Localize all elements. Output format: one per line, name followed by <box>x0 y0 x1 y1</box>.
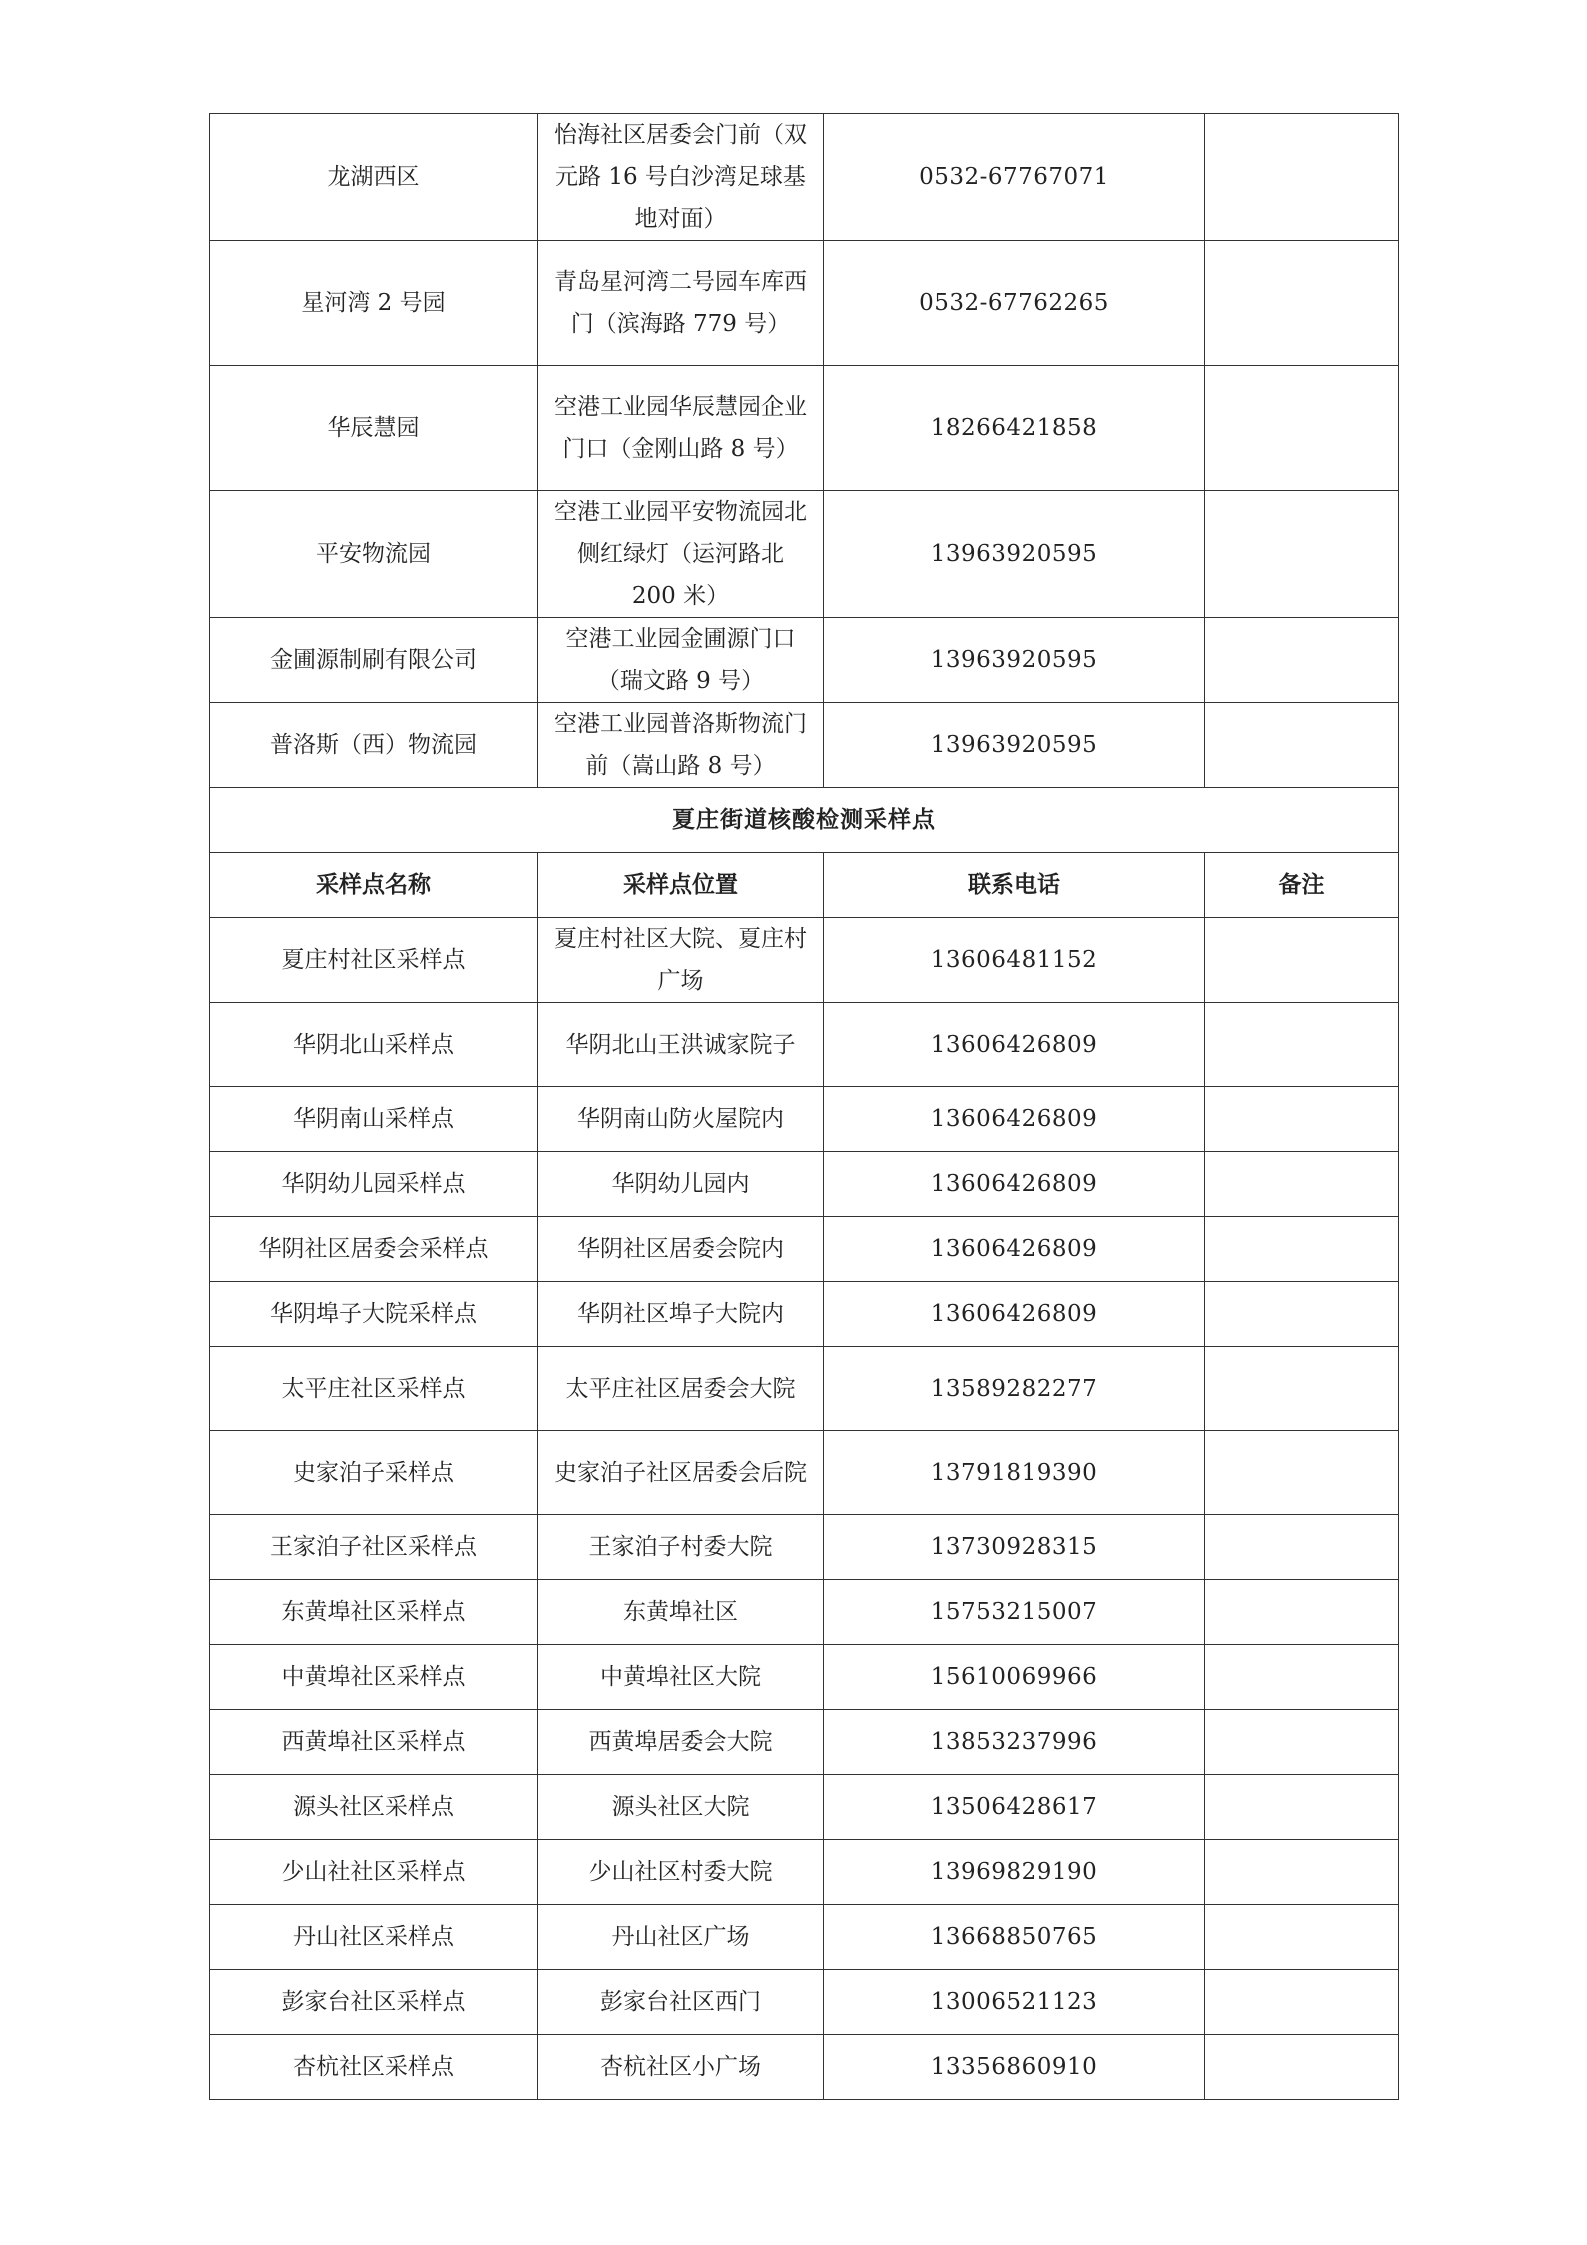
site-name-cell: 王家泊子社区采样点 <box>210 1515 538 1580</box>
site-name-cell: 西黄埠社区采样点 <box>210 1710 538 1775</box>
header-location: 采样点位置 <box>538 853 824 918</box>
site-location-cell: 空港工业园金圃源门口（瑞文路 9 号） <box>538 618 824 703</box>
site-phone-cell: 15753215007 <box>824 1580 1205 1645</box>
site-note-cell <box>1205 618 1399 703</box>
site-note-cell <box>1205 1515 1399 1580</box>
site-name-cell: 华辰慧园 <box>210 366 538 491</box>
table-row <box>210 1580 1399 1645</box>
site-phone-cell: 15610069966 <box>824 1645 1205 1710</box>
site-location-cell: 华阴北山王洪诚家院子 <box>538 1003 824 1087</box>
site-phone-cell: 13589282277 <box>824 1347 1205 1431</box>
site-location-cell: 夏庄村社区大院、夏庄村广场 <box>538 918 824 1003</box>
site-note-cell <box>1205 1282 1399 1347</box>
site-phone-cell: 18266421858 <box>824 366 1205 491</box>
section-block <box>210 788 1399 918</box>
site-name-cell: 东黄埠社区采样点 <box>210 1580 538 1645</box>
table-row <box>210 703 1399 788</box>
site-note-cell <box>1205 1217 1399 1282</box>
site-note-cell <box>1205 2035 1399 2100</box>
site-location-cell: 怡海社区居委会门前（双元路 16 号白沙湾足球基地对面） <box>538 114 824 241</box>
site-location-cell: 青岛星河湾二号园车库西门（滨海路 779 号） <box>538 241 824 366</box>
site-phone-cell: 13606426809 <box>824 1087 1205 1152</box>
top-rows <box>210 114 1399 788</box>
site-name-cell: 彭家台社区采样点 <box>210 1970 538 2035</box>
site-location-cell: 华阴社区居委会院内 <box>538 1217 824 1282</box>
site-name-cell: 龙湖西区 <box>210 114 538 241</box>
site-location-cell: 华阴南山防火屋院内 <box>538 1087 824 1152</box>
table-row <box>210 918 1399 1003</box>
site-location-cell: 丹山社区广场 <box>538 1905 824 1970</box>
site-note-cell <box>1205 1431 1399 1515</box>
table-row <box>210 1905 1399 1970</box>
site-phone-cell: 13606426809 <box>824 1282 1205 1347</box>
site-name-cell: 太平庄社区采样点 <box>210 1347 538 1431</box>
table-row <box>210 1282 1399 1347</box>
site-phone-cell: 13730928315 <box>824 1515 1205 1580</box>
header-name: 采样点名称 <box>210 853 538 918</box>
site-note-cell <box>1205 1840 1399 1905</box>
site-phone-cell: 13668850765 <box>824 1905 1205 1970</box>
site-name-cell: 杏杭社区采样点 <box>210 2035 538 2100</box>
site-note-cell <box>1205 1710 1399 1775</box>
site-phone-cell: 13606426809 <box>824 1152 1205 1217</box>
header-note: 备注 <box>1205 853 1399 918</box>
site-phone-cell: 0532-67767071 <box>824 114 1205 241</box>
site-phone-cell: 13606481152 <box>824 918 1205 1003</box>
site-note-cell <box>1205 1970 1399 2035</box>
table-row <box>210 1645 1399 1710</box>
sampling-rows <box>210 918 1399 2100</box>
site-note-cell <box>1205 491 1399 618</box>
site-phone-cell: 13853237996 <box>824 1710 1205 1775</box>
table-row <box>210 1775 1399 1840</box>
table-row <box>210 366 1399 491</box>
site-name-cell: 华阴北山采样点 <box>210 1003 538 1087</box>
site-location-cell: 王家泊子村委大院 <box>538 1515 824 1580</box>
table-row <box>210 1710 1399 1775</box>
site-note-cell <box>1205 241 1399 366</box>
table-row <box>210 1970 1399 2035</box>
table-row <box>210 1347 1399 1431</box>
site-note-cell <box>1205 703 1399 788</box>
site-name-cell: 金圃源制刷有限公司 <box>210 618 538 703</box>
table-row <box>210 1431 1399 1515</box>
site-phone-cell: 13356860910 <box>824 2035 1205 2100</box>
site-name-cell: 华阴幼儿园采样点 <box>210 1152 538 1217</box>
site-name-cell: 华阴南山采样点 <box>210 1087 538 1152</box>
table-row <box>210 114 1399 241</box>
site-name-cell: 中黄埠社区采样点 <box>210 1645 538 1710</box>
site-location-cell: 中黄埠社区大院 <box>538 1645 824 1710</box>
site-location-cell: 史家泊子社区居委会后院 <box>538 1431 824 1515</box>
site-phone-cell: 0532-67762265 <box>824 241 1205 366</box>
table-row <box>210 1840 1399 1905</box>
site-phone-cell: 13963920595 <box>824 703 1205 788</box>
section-title: 夏庄街道核酸检测采样点 <box>210 788 1399 853</box>
site-name-cell: 丹山社区采样点 <box>210 1905 538 1970</box>
site-note-cell <box>1205 1905 1399 1970</box>
table-row <box>210 241 1399 366</box>
site-phone-cell: 13006521123 <box>824 1970 1205 2035</box>
site-location-cell: 彭家台社区西门 <box>538 1970 824 2035</box>
site-phone-cell: 13606426809 <box>824 1217 1205 1282</box>
site-name-cell: 源头社区采样点 <box>210 1775 538 1840</box>
site-phone-cell: 13969829190 <box>824 1840 1205 1905</box>
site-note-cell <box>1205 1775 1399 1840</box>
site-name-cell: 少山社社区采样点 <box>210 1840 538 1905</box>
site-location-cell: 空港工业园华辰慧园企业门口（金刚山路 8 号） <box>538 366 824 491</box>
site-name-cell: 普洛斯（西）物流园 <box>210 703 538 788</box>
site-phone-cell: 13791819390 <box>824 1431 1205 1515</box>
site-phone-cell: 13506428617 <box>824 1775 1205 1840</box>
site-name-cell: 夏庄村社区采样点 <box>210 918 538 1003</box>
site-note-cell <box>1205 1087 1399 1152</box>
site-note-cell <box>1205 918 1399 1003</box>
site-note-cell <box>1205 1347 1399 1431</box>
site-location-cell: 少山社区村委大院 <box>538 1840 824 1905</box>
site-note-cell <box>1205 1152 1399 1217</box>
site-location-cell: 东黄埠社区 <box>538 1580 824 1645</box>
table-row <box>210 2035 1399 2100</box>
site-location-cell: 杏杭社区小广场 <box>538 2035 824 2100</box>
header-phone: 联系电话 <box>824 853 1205 918</box>
table-row <box>210 1003 1399 1087</box>
site-name-cell: 星河湾 2 号园 <box>210 241 538 366</box>
site-note-cell <box>1205 1645 1399 1710</box>
site-name-cell: 平安物流园 <box>210 491 538 618</box>
site-phone-cell: 13963920595 <box>824 618 1205 703</box>
site-note-cell <box>1205 1580 1399 1645</box>
site-location-cell: 太平庄社区居委会大院 <box>538 1347 824 1431</box>
site-location-cell: 空港工业园普洛斯物流门前（嵩山路 8 号） <box>538 703 824 788</box>
site-location-cell: 华阴社区埠子大院内 <box>538 1282 824 1347</box>
header-row <box>210 853 1399 918</box>
site-name-cell: 史家泊子采样点 <box>210 1431 538 1515</box>
sampling-points-table <box>209 113 1399 2100</box>
table-row <box>210 1515 1399 1580</box>
site-location-cell: 华阴幼儿园内 <box>538 1152 824 1217</box>
table-row <box>210 491 1399 618</box>
site-location-cell: 西黄埠居委会大院 <box>538 1710 824 1775</box>
site-phone-cell: 13606426809 <box>824 1003 1205 1087</box>
site-phone-cell: 13963920595 <box>824 491 1205 618</box>
table-row <box>210 1152 1399 1217</box>
site-note-cell <box>1205 114 1399 241</box>
table-row <box>210 1217 1399 1282</box>
table-row <box>210 618 1399 703</box>
site-note-cell <box>1205 1003 1399 1087</box>
site-name-cell: 华阴埠子大院采样点 <box>210 1282 538 1347</box>
site-location-cell: 空港工业园平安物流园北侧红绿灯（运河路北 200 米） <box>538 491 824 618</box>
site-name-cell: 华阴社区居委会采样点 <box>210 1217 538 1282</box>
table-row <box>210 1087 1399 1152</box>
site-note-cell <box>1205 366 1399 491</box>
site-location-cell: 源头社区大院 <box>538 1775 824 1840</box>
